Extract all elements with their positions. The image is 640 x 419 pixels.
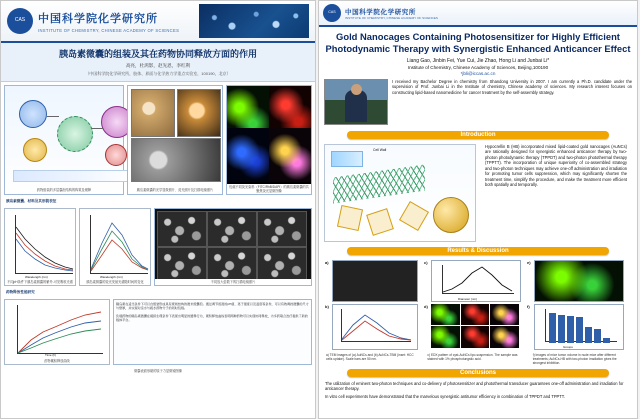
- right-org-name-cn: 中国科学院化学研究所: [345, 8, 416, 16]
- right-org-name-en: INSTITUTE OF CHEMISTRY, CHINESE ACADEMY OF SCIENCES: [345, 15, 438, 20]
- fluorescence-panel: [226, 85, 312, 195]
- left-subhead-2: 药物释放性能研究: [6, 290, 35, 294]
- left-row-1: [4, 85, 312, 195]
- fluorescence-merge-channel: [269, 128, 311, 182]
- lipid-bilayer-mesh: [333, 164, 425, 203]
- size-hist-xlabel: Diameter (nm): [458, 296, 478, 301]
- author-photo: [324, 79, 388, 125]
- panel-label-a: a): [325, 259, 329, 265]
- left-org-name-en: INSTITUTE OF CHEMISTRY, CHINESE ACADEMY OF SCIENCES: [38, 27, 180, 33]
- panel-label-d: d): [424, 303, 428, 309]
- left-row-2: [4, 208, 312, 286]
- left-poster: [0, 0, 316, 419]
- left-body-text-2: 负载药物的胰岛素微囊在模拟生理条件下表现出明显的缓释行为，累积释放曲线表明两种药物可以实现协同释放，为多药联合治疗提供了新的载体平台。: [116, 314, 308, 323]
- results-grid: [319, 258, 637, 352]
- panel-caption-ef: f) Images of mice tumor volume in nude mice after different treatments; AuNCs-HB with two-photon irradiation gives the strongest inhibition.: [532, 352, 617, 365]
- conclusion-item-1: The utilization of eminent two-photon techniques and co-delivery of photosensitizer and photothermal transducer guarantees one-off administration and irradiation for anticancer therapy.: [325, 380, 624, 392]
- gold-nanocage-1: [337, 204, 363, 230]
- cas-logo-icon: CAS: [7, 8, 33, 34]
- chart1-xlabel: Wavelength (nm): [25, 275, 48, 279]
- chart3-xlabel: Time (h): [45, 353, 57, 357]
- left-org-block: [38, 10, 179, 33]
- chart1-caption: 不同pH条件下胰岛素微囊的紫外-可见吸收光谱: [7, 280, 73, 284]
- cas-logo-icon-right: CAS: [323, 4, 341, 22]
- fluorescence-caption: 包载不同荧光染料（FITC/RhB/DAPI）的胰岛素微囊的共聚焦荧光显微图像: [227, 184, 311, 194]
- panel-b-wrap: [324, 304, 420, 350]
- right-org-block: [345, 7, 438, 20]
- scheme-label-cell-wall: Cell Wall: [373, 147, 387, 152]
- scheme-caption: 药物组装的多层囊泡结构的构筑及缓释: [36, 188, 92, 192]
- left-afm-caption: 微囊表面形貌的原子力显微镜图像: [134, 369, 182, 373]
- left-poster-body: [1, 82, 315, 377]
- right-poster-email[interactable]: *jbli@iccas.ac.cn: [460, 70, 496, 76]
- left-body-text-panel: [113, 299, 312, 365]
- gold-nanocage-2: [366, 208, 394, 236]
- right-poster: [318, 0, 638, 419]
- right-poster-title: Gold Nanocages Containing Photosensitizer for Highly Efficient Photodynamic Therapy with Synergistic Enhanced Anticancer Effect: [325, 31, 631, 54]
- right-poster-header: [319, 1, 637, 27]
- author-bio-block: [319, 76, 637, 128]
- micrograph-panel: [127, 85, 223, 195]
- panel-label-e: e): [527, 259, 531, 265]
- panel-label-c: c): [424, 259, 428, 265]
- results-column-right: [526, 260, 626, 350]
- synthesis-scheme-graphic: [324, 144, 476, 242]
- results-column-left: [324, 260, 420, 350]
- chart2-caption: 胰岛素微囊的荧光发射光谱随时间的变化: [86, 280, 144, 284]
- assembly-scheme-graphic: [5, 86, 123, 194]
- confocal-green-2: [431, 326, 460, 348]
- left-title-block: [1, 43, 315, 82]
- panel-c-wrap: [423, 260, 523, 302]
- tem-image-aunc: [332, 260, 418, 302]
- confocal-merge-2: [490, 326, 519, 348]
- fluorescence-blue-channel: [227, 128, 269, 182]
- uv-spectra-chart-right: [332, 304, 418, 350]
- left-subhead-1: 胰岛素微囊、材料及其形貌表征: [6, 199, 57, 203]
- section-title-conclusions: Conclusions: [347, 369, 609, 377]
- left-body-text-1: 胰岛素在适当条件下可以自组装形成具有规则结构的微米级囊泡。通过调节溶液的pH值、离子强度以及温度等条件，可以有效调控微囊的尺寸与壁厚，并实现对亲水与疏水药物分子的同时包载。: [116, 302, 309, 311]
- nanoparticle-render: [433, 197, 469, 233]
- tem-image-grid: [154, 208, 312, 286]
- panel-label-f: f): [527, 303, 530, 309]
- uv-vis-chart-1: [4, 208, 76, 286]
- drug-release-chart: [4, 299, 110, 365]
- panel-a-wrap: [324, 260, 420, 302]
- live-dead-assay-image: [534, 260, 624, 302]
- chart2-xlabel: Wavelength (nm): [100, 275, 123, 279]
- micrograph-caption: 胰岛素微囊的光学显微照片、荧光照片及扫描电镜照片: [136, 188, 214, 192]
- size-distribution-chart: [431, 260, 521, 302]
- author-bio-text: I received my Bachelor Degree in chemistry from Shandong University in 2007. I am currently a Ph.D. candidate under the supervision of Prof. Junbai Li in the Institute of chemistry, Chinese academy of sciences. My research interest focuses on constructing lipid-based nanomedicine for cancer treatment by the self-assembly strategy.: [392, 78, 632, 95]
- panel-caption-cd: c) EDX pattern of cyst-AuNCs lipo-suspension. The sample was stained with 1% phosphotungstic acid.: [427, 352, 518, 361]
- gold-nanocage-3: [399, 200, 429, 230]
- cell-viability-bar-chart: [534, 304, 624, 350]
- panel-captions-row: [319, 352, 637, 366]
- panel-f-wrap: [526, 304, 626, 350]
- confocal-red-1: [461, 304, 490, 326]
- viability-xlabel: Groups: [563, 344, 573, 349]
- confocal-merge-1: [490, 304, 519, 326]
- left-header-decorative-image: [199, 4, 309, 38]
- right-poster-affiliation: Institute of Chemistry, Chinese Academy of Sciences, Beijing,100190: [407, 64, 549, 70]
- panel-caption-ab: a) TEM images of (a) AuNCs and (b) AuNCs-TBM (inset: HCC cells uptake). Scale bars are 50 nm.: [326, 352, 414, 361]
- intro-row: [319, 142, 637, 244]
- left-row-3: [4, 299, 312, 365]
- chart3-caption: 药物累积释放曲线: [44, 359, 70, 363]
- panel-label-b: b): [325, 303, 329, 309]
- assembly-scheme-panel: [4, 85, 124, 195]
- confocal-green-1: [431, 304, 460, 326]
- fluorescence-spectra-chart: [79, 208, 151, 286]
- section-title-results: Results & Discussion: [347, 247, 609, 255]
- left-poster-header: [1, 1, 315, 43]
- conclusion-item-2: In vitro cell experiments have demonstrated that the marvelous synergistic antitumor efficiency in combination of TPPDT and TPPTT.: [325, 393, 565, 399]
- section-title-introduction: Introduction: [347, 131, 609, 139]
- left-org-name-cn: 中国科学院化学研究所: [38, 12, 158, 25]
- left-poster-title: 胰岛素微囊的组装及其在药物协同释放方面的作用: [58, 49, 257, 59]
- right-poster-authors: Liang Gao, Jinbin Fei, Yue Cui, Jie Zhao, Hong Li and Junbai Li*: [406, 57, 550, 64]
- panel-e-wrap: [526, 260, 626, 302]
- results-column-middle: [423, 260, 523, 350]
- confocal-red-2: [461, 326, 490, 348]
- left-poster-affiliation: （中国科学院化学研究所，胶体、界面与化学热力学重点实验室，100190，北京）: [85, 71, 231, 76]
- abstract-block: [480, 144, 632, 242]
- tem-caption: 不同放大倍数下的扫描电镜照片: [155, 279, 311, 285]
- panel-d-wrap: [423, 304, 523, 348]
- scheme-block: [331, 151, 363, 167]
- confocal-image-grid: [431, 304, 519, 348]
- left-poster-authors: 高亮，杜鸿影，赵先恩，李红利: [125, 63, 191, 68]
- abstract-text: Hypocrellin B (HB) incorporated mixed lipid-coated gold nanocages (AuNCs) are rationally designed for synergistic enhanced anticancer therapy by two-photon photodynamic therapy (TPPDT) and two-photon photothermal therapy (TPPTT). The incorporation of unique superiority of co-assembled strategy and two-photon techniques may achieve one-off administration and irradiation for promoting tumor cells suppression, which may significantly shorten the treatment time, simplify the procedure, and make the treatment more efficient both spatially and temporally.: [485, 143, 627, 188]
